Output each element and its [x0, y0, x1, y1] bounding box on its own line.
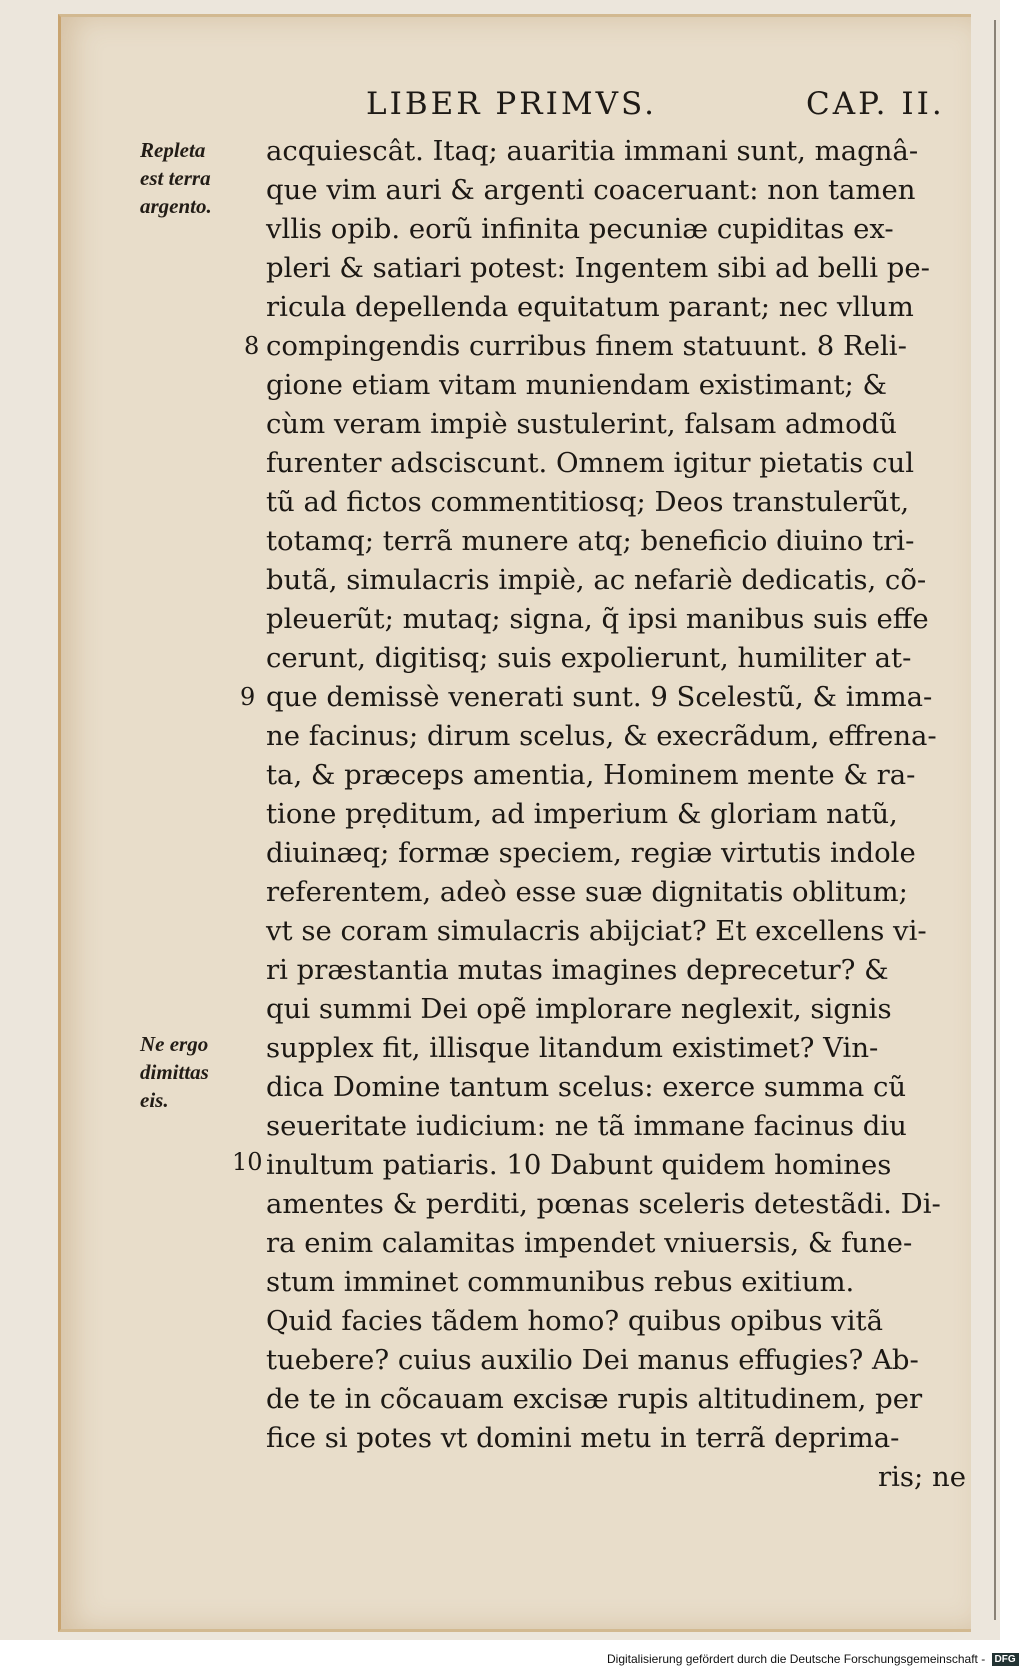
page-edge-line — [994, 20, 996, 1620]
text-line: Quid facies tãdem homo? quibus opibus vitã — [266, 1305, 884, 1337]
verse-number-8: 8 — [244, 332, 260, 360]
text-line: furenter adsciscunt. Omnem igitur pietatis cul — [266, 447, 915, 479]
credit-text: Digitalisierung gefördert durch die Deutsche Forschungsgemeinschaft - — [607, 1652, 986, 1666]
text-line: totamq; terrã munere atq; beneficio diuino tri- — [266, 525, 915, 557]
text-line: ne facinus; dirum scelus, & execrãdum, effrena- — [266, 720, 937, 752]
chapter-label: CAP. II. — [806, 86, 945, 122]
marginal-line: Ne ergo — [140, 1032, 209, 1056]
text-line: ra enim calamitas impendet vniuersis, & fune- — [266, 1227, 913, 1259]
dfg-logo: DFG — [992, 1653, 1019, 1666]
text-line: amentes & perditi, pœnas sceleris detestãdi. Di- — [266, 1188, 941, 1220]
text-line: tuebere? cuius auxilio Dei manus effugies? Ab- — [266, 1344, 919, 1376]
text-line: gione etiam vitam muniendam existimant; & — [266, 369, 887, 401]
text-line: supplex fit, illisque litandum existimet? Vin- — [266, 1032, 879, 1064]
marginal-line: est terra — [140, 166, 211, 190]
marginal-line: Repleta — [140, 138, 206, 162]
text-line: vt se coram simulacris abijciat? Et excellens vi- — [266, 915, 927, 947]
verse-number-9: 9 — [240, 683, 256, 711]
text-line: vllis opib. eorũ infinita pecuniæ cupiditas ex- — [266, 213, 894, 245]
body-text — [266, 132, 966, 1497]
text-line: acquiescât. Itaq; auaritia immani sunt, magnâ- — [266, 135, 919, 167]
marginal-note-2 — [140, 1030, 209, 1114]
catchword: ris; ne — [877, 1461, 966, 1493]
marginal-line: argento. — [140, 194, 212, 218]
text-line: referentem, adeò esse suæ dignitatis oblitum; — [266, 876, 908, 908]
text-line: tũ ad fictos commentitiosq; Deos transtulerũt, — [266, 486, 910, 518]
text-line: pleuerũt; mutaq; signa, q̃ ipsi manibus suis effe — [266, 603, 929, 635]
text-line: dica Domine tantum scelus: exerce summa cũ — [266, 1071, 907, 1103]
text-line: compingendis curribus finem statuunt. 8 Reli- — [266, 330, 907, 362]
running-head: LIBER PRIMVS. — [366, 86, 657, 122]
text-line: qui summi Dei opẽ implorare neglexit, signis — [266, 993, 892, 1025]
text-line: inultum patiaris. 10 Dabunt quidem homines — [266, 1149, 892, 1181]
marginal-line: eis. — [140, 1088, 169, 1112]
text-line: ta, & præceps amentia, Hominem mente & ra- — [266, 759, 916, 791]
digitization-credit — [607, 1652, 1019, 1666]
marginal-line: dimittas — [140, 1060, 209, 1084]
text-line: de te in cõcauam excisæ rupis altitudinem, per — [266, 1383, 923, 1415]
text-line: cùm veram impiè sustulerint, falsam admodũ — [266, 408, 897, 440]
text-line: stum imminet communibus rebus exitium. — [266, 1266, 855, 1298]
marginal-note-1 — [140, 136, 212, 220]
text-line: cerunt, digitisq; suis expolierunt, humiliter at- — [266, 642, 912, 674]
text-line: que vim auri & argenti coaceruant: non tamen — [266, 174, 916, 206]
text-line: butã, simulacris impiè, ac nefariè dedicatis, cõ- — [266, 564, 927, 596]
text-line: pleri & satiari potest: Ingentem sibi ad belli pe- — [266, 252, 930, 284]
text-line: diuinæq; formæ speciem, regiæ virtutis indole — [266, 837, 916, 869]
text-line: ricula depellenda equitatum parant; nec vllum — [266, 291, 914, 323]
text-line: tione prẹditum, ad imperium & gloriam natũ, — [266, 798, 898, 830]
verse-number-10: 10 — [232, 1148, 263, 1176]
text-line: seueritate iudicium: ne tã immane facinus diu — [266, 1110, 907, 1142]
text-line: ri præstantia mutas imagines deprecetur? & — [266, 954, 889, 986]
text-line: que demissè venerati sunt. 9 Scelestũ, & imma- — [266, 681, 933, 713]
text-line: fice si potes vt domini metu in terrã deprima- — [266, 1422, 900, 1454]
